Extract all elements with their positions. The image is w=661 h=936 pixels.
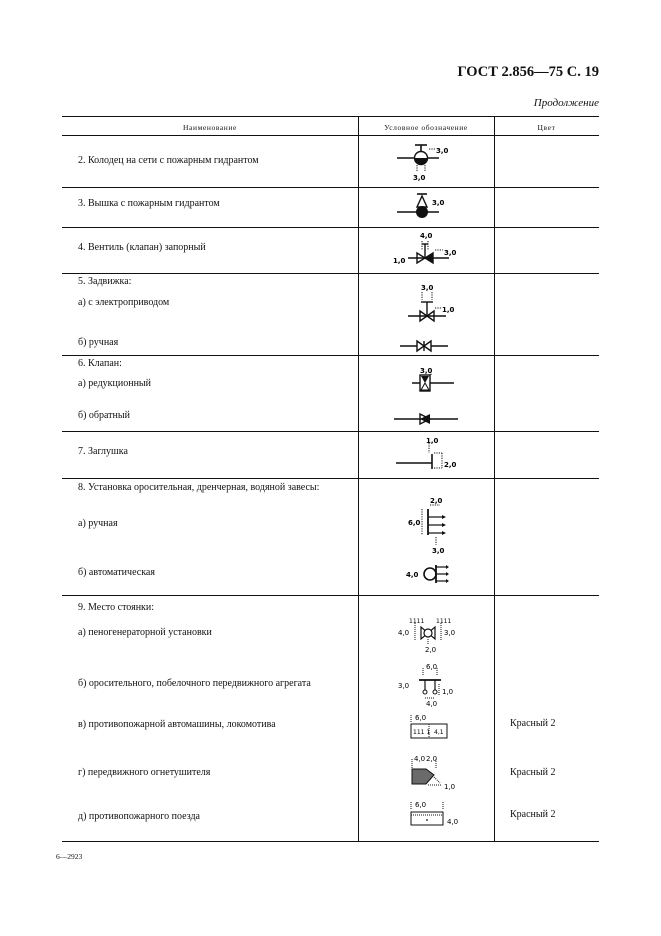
dim-label: 3,0 xyxy=(432,547,445,555)
row-name: б) оросительного, побелочного передвижного агрегата xyxy=(78,678,311,689)
color-value: Красный 2 xyxy=(510,809,556,820)
row-divider xyxy=(62,431,599,432)
row-name: а) ручная xyxy=(78,518,118,529)
dim-label: 2,0 xyxy=(444,461,457,469)
row-name: а) редукционный xyxy=(78,378,151,389)
column-header-color: Цвет xyxy=(537,123,556,132)
column-divider xyxy=(494,117,495,842)
column-header-symbol: Условное обозначение xyxy=(384,123,468,132)
dim-label: 3,0 xyxy=(432,199,445,207)
page-footer-code: 6—2923 xyxy=(56,852,83,861)
dim-label: 1,0 xyxy=(444,783,456,791)
fire-train-symbol xyxy=(405,798,475,832)
row-divider xyxy=(62,841,599,842)
continuation-label: Продолжение xyxy=(533,97,599,109)
dim-label: 2,0 xyxy=(425,646,437,654)
dim-label: 3,0 xyxy=(436,147,449,155)
shutoff-valve-symbol xyxy=(393,230,468,270)
dim-label: 1,0 xyxy=(442,688,454,696)
row-name: б) обратный xyxy=(78,410,130,421)
row-name: а) с электроприводом xyxy=(78,297,170,308)
electric-gate-valve-symbol xyxy=(402,282,472,322)
mobile-sprinkler-unit-symbol xyxy=(395,662,470,708)
hydrant-well-symbol xyxy=(387,141,467,185)
row-divider xyxy=(62,355,599,356)
row-name: 2. Колодец на сети с пожарным гидрантом xyxy=(78,155,259,166)
color-value: Красный 2 xyxy=(510,718,556,729)
dim-label: 3,0 xyxy=(398,682,410,690)
color-value: Красный 2 xyxy=(510,767,556,778)
row-name: 5. Задвижка: xyxy=(78,276,132,287)
dim-label: 3,0 xyxy=(444,629,456,637)
row-name: а) пеногенераторной установки xyxy=(78,627,212,638)
check-valve-symbol xyxy=(392,411,462,427)
row-name: 6. Клапан: xyxy=(78,358,122,369)
dim-label: 4,0 xyxy=(406,571,419,579)
row-divider xyxy=(62,273,599,274)
row-divider xyxy=(62,595,599,596)
dim-label: 2,0 xyxy=(426,755,438,763)
dim-label: 1,0 xyxy=(442,306,455,314)
dim-label: 1,0 xyxy=(393,257,406,265)
reducing-valve-symbol xyxy=(398,366,468,400)
manual-gate-valve-symbol xyxy=(396,338,456,354)
dim-label: 4,0 xyxy=(398,629,410,637)
dim-label: 1111 xyxy=(409,618,425,625)
mobile-extinguisher-symbol xyxy=(402,753,474,795)
automatic-sprinkler-symbol xyxy=(402,560,472,590)
dim-label: 3,0 xyxy=(421,284,434,292)
row-divider xyxy=(62,135,599,136)
fire-truck-symbol xyxy=(405,711,465,747)
dim-label: 4,0 xyxy=(447,818,459,826)
column-divider xyxy=(358,117,359,842)
row-name: 4. Вентиль (клапан) запорный xyxy=(78,242,206,253)
row-name: 7. Заглушка xyxy=(78,446,128,457)
row-name: б) ручная xyxy=(78,337,119,348)
dim-label: 3,0 xyxy=(444,249,457,257)
dim-label: 6,0 xyxy=(415,801,427,809)
dim-label: 6,0 xyxy=(415,714,427,722)
row-name: д) противопожарного поезда xyxy=(78,811,200,822)
column-header-name: Наименование xyxy=(183,123,237,132)
row-name: 9. Место стоянки: xyxy=(78,602,155,613)
dim-label: 4,0 xyxy=(420,232,433,240)
row-divider xyxy=(62,227,599,228)
dim-label: 2,0 xyxy=(430,497,443,505)
dim-label: 111 1 xyxy=(413,729,431,736)
dim-label: 4,1 xyxy=(434,729,444,736)
symbols-table xyxy=(62,116,599,842)
foam-generator-station-symbol xyxy=(395,617,465,655)
row-divider xyxy=(62,187,599,188)
dim-label: 6,0 xyxy=(408,519,421,527)
dim-label: 6,0 xyxy=(426,663,438,671)
page-header: ГОСТ 2.856—75 С. 19 xyxy=(457,64,599,80)
plug-symbol xyxy=(392,439,467,473)
row-name: г) передвижного огнетушителя xyxy=(78,767,211,778)
dim-label: 1111 xyxy=(436,618,452,625)
row-name: в) противопожарной автомашины, локомотива xyxy=(78,719,276,730)
dim-label: 3,0 xyxy=(420,367,433,375)
dim-label: 4,0 xyxy=(426,700,438,708)
row-name: 8. Установка оросительная, дренчерная, водяной завесы: xyxy=(78,482,320,493)
dim-label: 4,0 xyxy=(414,755,426,763)
row-name: 3. Вышка с пожарным гидрантом xyxy=(78,198,220,209)
row-divider xyxy=(62,478,599,479)
hydrant-tower-symbol xyxy=(395,191,465,225)
manual-sprinkler-symbol xyxy=(406,495,476,555)
dim-label: 1,0 xyxy=(426,437,439,445)
dim-label: 3,0 xyxy=(413,174,426,182)
row-name: б) автоматическая xyxy=(78,567,155,578)
